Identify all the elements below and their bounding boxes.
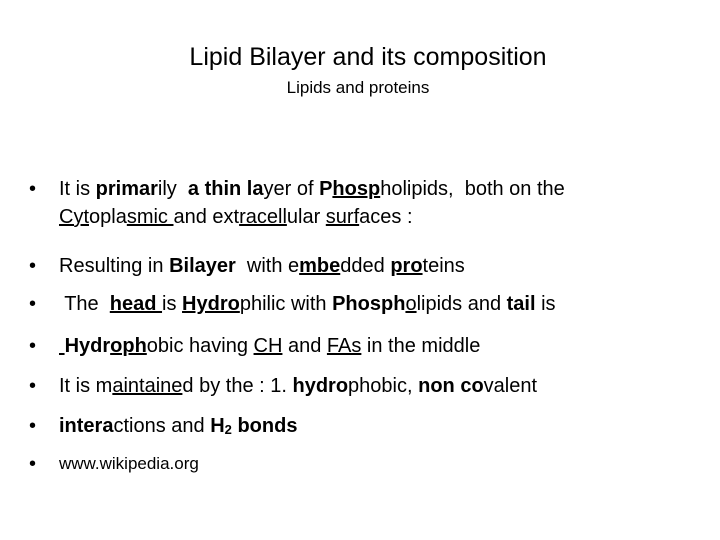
text-run: in the middle xyxy=(361,335,481,357)
text-run: ctions and xyxy=(113,415,211,437)
text-run: Hydr xyxy=(64,335,111,357)
text-run: holipids, both on the xyxy=(380,178,565,200)
bullet-dot: • xyxy=(29,415,37,437)
bullet-dot: • xyxy=(29,293,37,315)
text-run: with e xyxy=(235,255,300,277)
bullet-dot: • xyxy=(29,375,37,397)
text-run: ily xyxy=(157,178,188,200)
text-run: hydro xyxy=(292,375,349,397)
text-run: It is xyxy=(59,178,96,200)
slide-subtitle: Lipids and proteins xyxy=(286,78,430,97)
text-run: head xyxy=(109,293,163,315)
bullet-dot: • xyxy=(29,335,37,357)
text-run: is xyxy=(162,293,183,315)
text-run: and xyxy=(282,335,327,357)
text-run: phobic, xyxy=(348,375,419,397)
bullet-text xyxy=(59,252,465,280)
bullet-dot: • xyxy=(29,178,37,200)
text-run: 2 xyxy=(224,422,232,437)
text-run: o xyxy=(405,293,417,315)
text-run: H xyxy=(210,415,225,437)
text-run: dded xyxy=(340,255,391,277)
text-run: The xyxy=(59,293,110,315)
text-run: and ext xyxy=(173,206,240,228)
text-run: aces : xyxy=(359,206,413,228)
slide-title: Lipid Bilayer and its composition xyxy=(189,43,547,71)
text-run: non co xyxy=(418,375,484,397)
bullet-dot: • xyxy=(29,453,37,475)
text-run: P xyxy=(319,178,333,200)
text-run: pro xyxy=(390,255,423,277)
text-run: intera xyxy=(59,415,114,437)
text-run: tail xyxy=(506,293,536,315)
text-run: bonds xyxy=(231,415,298,437)
text-run: a thin la xyxy=(187,178,264,200)
text-run: oph xyxy=(110,335,147,357)
text-run: opla xyxy=(89,206,127,228)
text-run: CH xyxy=(253,335,283,357)
text-run: Phosph xyxy=(332,293,406,315)
text-run: Cyt xyxy=(59,206,89,228)
text-run: philic with xyxy=(239,293,333,315)
text-run: Bilayer xyxy=(169,255,236,277)
text-run: lipids and xyxy=(416,293,507,315)
text-run: racell xyxy=(239,206,287,228)
bullet-text xyxy=(59,175,565,231)
text-run: ular xyxy=(286,206,326,228)
text-run: primar xyxy=(95,178,158,200)
text-run: surf xyxy=(325,206,360,228)
text-run: Resulting in xyxy=(59,255,170,277)
text-run: yer of xyxy=(263,178,320,200)
text-run: Hydro xyxy=(182,293,240,315)
text-run: valent xyxy=(483,375,538,397)
text-run: smic xyxy=(126,206,174,228)
bullet-dot: • xyxy=(29,255,37,277)
bullet-text xyxy=(59,412,297,444)
text-run: is xyxy=(535,293,556,315)
text-run: www.wikipedia.org xyxy=(59,454,199,473)
text-run: It is m xyxy=(59,375,113,397)
text-run: FAs xyxy=(326,335,362,357)
text-run: teins xyxy=(422,255,465,277)
text-run: d by the : 1. xyxy=(182,375,293,397)
text-run: aintaine xyxy=(112,375,183,397)
source-link[interactable] xyxy=(59,450,199,478)
bullet-text xyxy=(59,332,480,360)
text-run: mbe xyxy=(299,255,341,277)
text-run: hosp xyxy=(332,178,381,200)
bullet-text xyxy=(59,290,556,318)
bullet-text xyxy=(59,372,537,400)
text-run: obic having xyxy=(146,335,254,357)
